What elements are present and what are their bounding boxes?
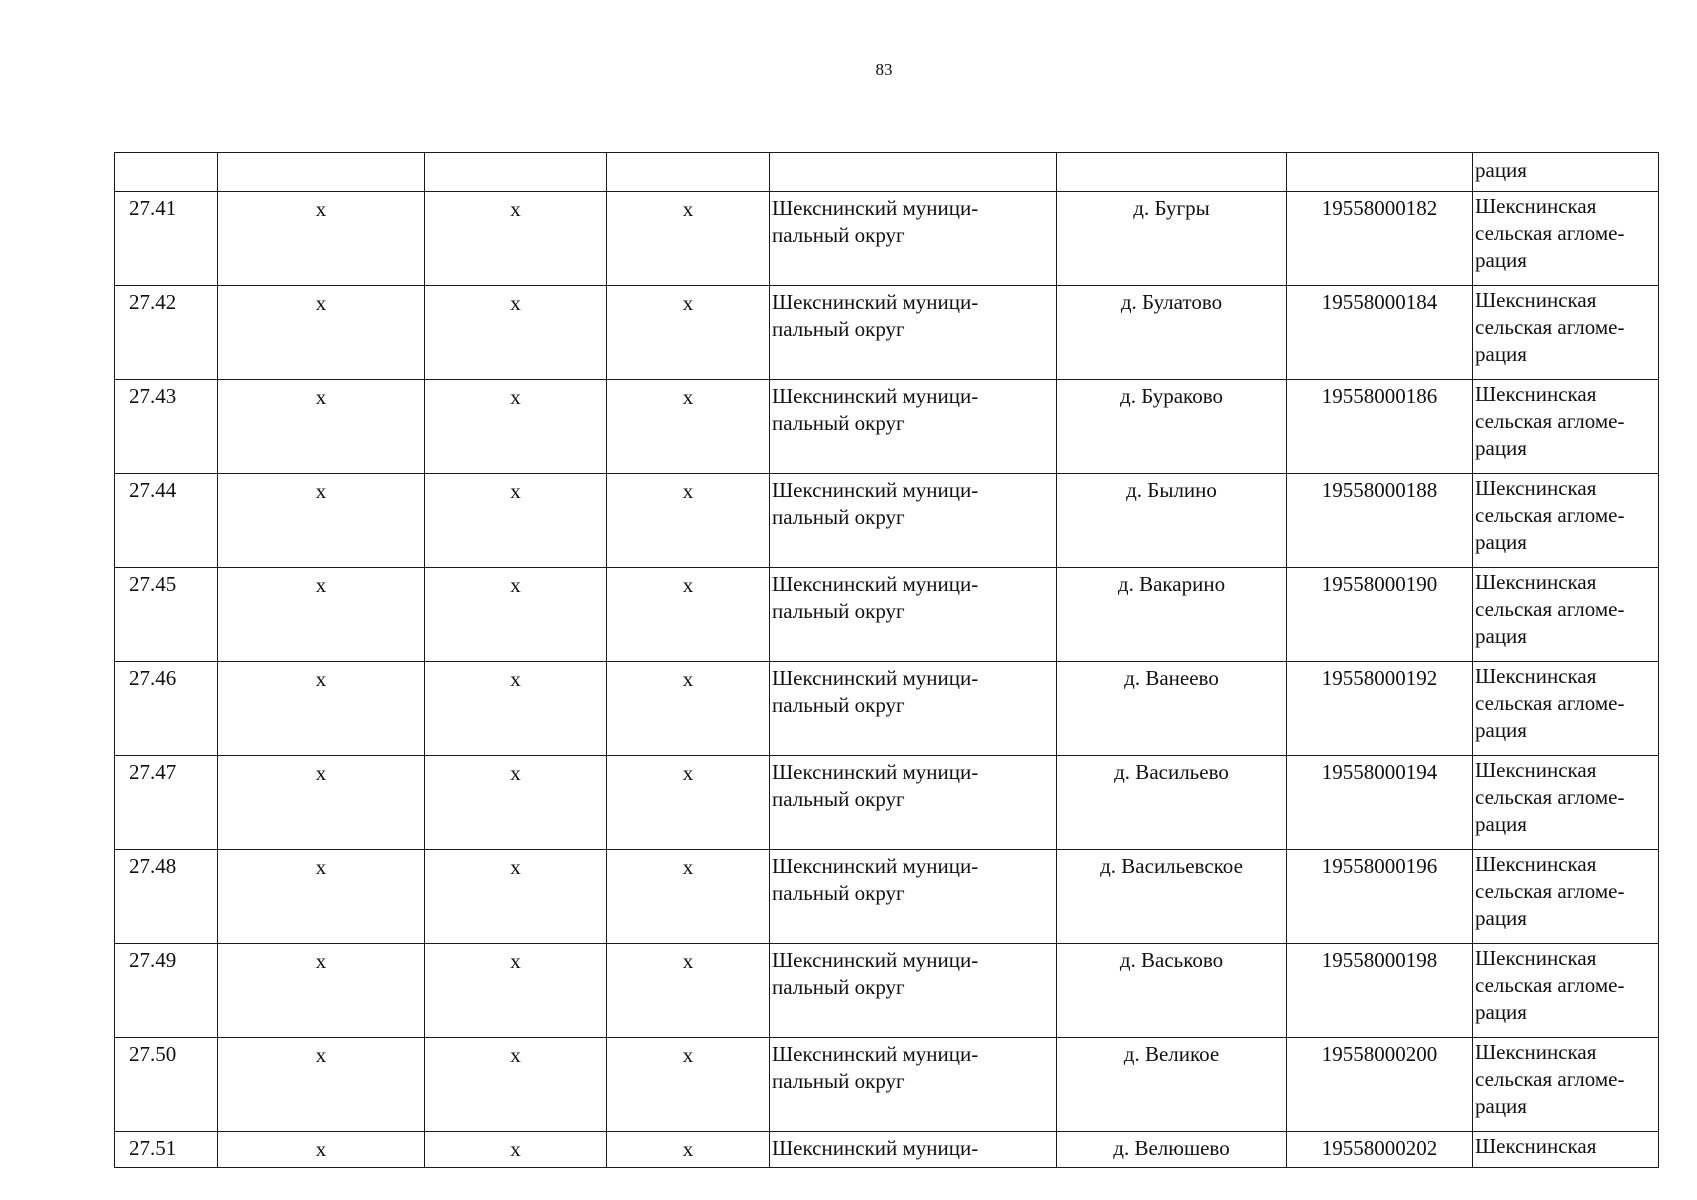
cell-c4: х bbox=[607, 286, 770, 380]
cell-locality: д. Вакарино bbox=[1057, 568, 1287, 662]
cell-agglomeration: Шекснинская bbox=[1473, 1132, 1659, 1168]
cell-locality: д. Велюшево bbox=[1057, 1132, 1287, 1168]
cell-agglomeration: Шекснинская сельская агломе- рация bbox=[1473, 850, 1659, 944]
cell-municipality: Шекснинский муници- пальный округ bbox=[770, 568, 1057, 662]
cell-code: 19558000200 bbox=[1287, 1038, 1473, 1132]
cell-agglomeration: Шекснинская сельская агломе- рация bbox=[1473, 474, 1659, 568]
table-row bbox=[115, 662, 1659, 756]
table-row bbox=[115, 850, 1659, 944]
cell-municipality: Шекснинский муници- пальный округ bbox=[770, 944, 1057, 1038]
cell-c2: х bbox=[218, 474, 425, 568]
cell-num: 27.44 bbox=[115, 474, 218, 568]
cell-agglomeration: Шекснинская сельская агломе- рация bbox=[1473, 944, 1659, 1038]
cell-locality: д. Васильевское bbox=[1057, 850, 1287, 944]
cell-c3: х bbox=[425, 192, 607, 286]
cell-num bbox=[115, 153, 218, 192]
cell-locality: д. Васильево bbox=[1057, 756, 1287, 850]
cell-c3: х bbox=[425, 380, 607, 474]
cell-c4: х bbox=[607, 380, 770, 474]
table-body bbox=[115, 153, 1659, 1168]
table-row bbox=[115, 474, 1659, 568]
cell-code: 19558000198 bbox=[1287, 944, 1473, 1038]
cell-locality: д. Бугры bbox=[1057, 192, 1287, 286]
cell-c2 bbox=[218, 153, 425, 192]
cell-municipality: Шекснинский муници- пальный округ bbox=[770, 756, 1057, 850]
cell-c2: х bbox=[218, 380, 425, 474]
cell-agglomeration: рация bbox=[1473, 153, 1659, 192]
cell-c4: х bbox=[607, 1038, 770, 1132]
cell-num: 27.42 bbox=[115, 286, 218, 380]
cell-num: 27.47 bbox=[115, 756, 218, 850]
cell-locality: д. Ванеево bbox=[1057, 662, 1287, 756]
cell-municipality: Шекснинский муници- пальный округ bbox=[770, 192, 1057, 286]
cell-code: 19558000196 bbox=[1287, 850, 1473, 944]
cell-code: 19558000194 bbox=[1287, 756, 1473, 850]
cell-c3: х bbox=[425, 286, 607, 380]
cell-municipality: Шекснинский муници- пальный округ bbox=[770, 662, 1057, 756]
cell-code: 19558000202 bbox=[1287, 1132, 1473, 1168]
cell-c3: х bbox=[425, 1132, 607, 1168]
continuation-row bbox=[115, 153, 1659, 192]
cell-agglomeration: Шекснинская сельская агломе- рация bbox=[1473, 286, 1659, 380]
cell-agglomeration: Шекснинская сельская агломе- рация bbox=[1473, 568, 1659, 662]
cell-agglomeration: Шекснинская сельская агломе- рация bbox=[1473, 380, 1659, 474]
cell-agglomeration: Шекснинская сельская агломе- рация bbox=[1473, 662, 1659, 756]
cell-code: 19558000192 bbox=[1287, 662, 1473, 756]
cell-agglomeration: Шекснинская сельская агломе- рация bbox=[1473, 1038, 1659, 1132]
cell-c2: х bbox=[218, 192, 425, 286]
cell-c2: х bbox=[218, 568, 425, 662]
cell-locality: д. Васьково bbox=[1057, 944, 1287, 1038]
cell-c3: х bbox=[425, 1038, 607, 1132]
cell-c3 bbox=[425, 153, 607, 192]
table-row bbox=[115, 286, 1659, 380]
cell-c4: х bbox=[607, 662, 770, 756]
cell-c3: х bbox=[425, 944, 607, 1038]
cell-num: 27.51 bbox=[115, 1132, 218, 1168]
cell-num: 27.46 bbox=[115, 662, 218, 756]
cell-c4: х bbox=[607, 192, 770, 286]
table-row bbox=[115, 944, 1659, 1038]
cell-locality: д. Бураково bbox=[1057, 380, 1287, 474]
page-number: 83 bbox=[875, 60, 893, 79]
cell-num: 27.49 bbox=[115, 944, 218, 1038]
cell-c4 bbox=[607, 153, 770, 192]
cell-num: 27.48 bbox=[115, 850, 218, 944]
cell-municipality: Шекснинский муници- bbox=[770, 1132, 1057, 1168]
cell-c4: х bbox=[607, 568, 770, 662]
cell-c2: х bbox=[218, 662, 425, 756]
cell-municipality: Шекснинский муници- пальный округ bbox=[770, 1038, 1057, 1132]
table-row bbox=[115, 756, 1659, 850]
table-row bbox=[115, 1132, 1659, 1168]
registry-table bbox=[114, 152, 1659, 1168]
cell-num: 27.41 bbox=[115, 192, 218, 286]
table-row bbox=[115, 380, 1659, 474]
cell-locality bbox=[1057, 153, 1287, 192]
cell-c3: х bbox=[425, 850, 607, 944]
cell-c2: х bbox=[218, 850, 425, 944]
cell-locality: д. Великое bbox=[1057, 1038, 1287, 1132]
cell-code: 19558000188 bbox=[1287, 474, 1473, 568]
cell-agglomeration: Шекснинская сельская агломе- рация bbox=[1473, 192, 1659, 286]
cell-c4: х bbox=[607, 850, 770, 944]
table-row bbox=[115, 1038, 1659, 1132]
table-row bbox=[115, 192, 1659, 286]
cell-c2: х bbox=[218, 286, 425, 380]
cell-c4: х bbox=[607, 756, 770, 850]
cell-locality: д. Былино bbox=[1057, 474, 1287, 568]
cell-code bbox=[1287, 153, 1473, 192]
cell-c2: х bbox=[218, 944, 425, 1038]
cell-municipality: Шекснинский муници- пальный округ bbox=[770, 850, 1057, 944]
cell-c4: х bbox=[607, 1132, 770, 1168]
cell-num: 27.45 bbox=[115, 568, 218, 662]
cell-locality: д. Булатово bbox=[1057, 286, 1287, 380]
cell-code: 19558000182 bbox=[1287, 192, 1473, 286]
cell-municipality: Шекснинский муници- пальный округ bbox=[770, 380, 1057, 474]
cell-code: 19558000186 bbox=[1287, 380, 1473, 474]
cell-agglomeration: Шекснинская сельская агломе- рация bbox=[1473, 756, 1659, 850]
cell-num: 27.43 bbox=[115, 380, 218, 474]
cell-c4: х bbox=[607, 474, 770, 568]
cell-c3: х bbox=[425, 474, 607, 568]
table-row bbox=[115, 568, 1659, 662]
cell-c3: х bbox=[425, 756, 607, 850]
cell-c3: х bbox=[425, 662, 607, 756]
cell-code: 19558000184 bbox=[1287, 286, 1473, 380]
cell-num: 27.50 bbox=[115, 1038, 218, 1132]
cell-municipality: Шекснинский муници- пальный округ bbox=[770, 286, 1057, 380]
cell-c3: х bbox=[425, 568, 607, 662]
cell-municipality: Шекснинский муници- пальный округ bbox=[770, 474, 1057, 568]
cell-c2: х bbox=[218, 756, 425, 850]
cell-c4: х bbox=[607, 944, 770, 1038]
cell-c2: х bbox=[218, 1132, 425, 1168]
cell-municipality bbox=[770, 153, 1057, 192]
cell-code: 19558000190 bbox=[1287, 568, 1473, 662]
cell-c2: х bbox=[218, 1038, 425, 1132]
